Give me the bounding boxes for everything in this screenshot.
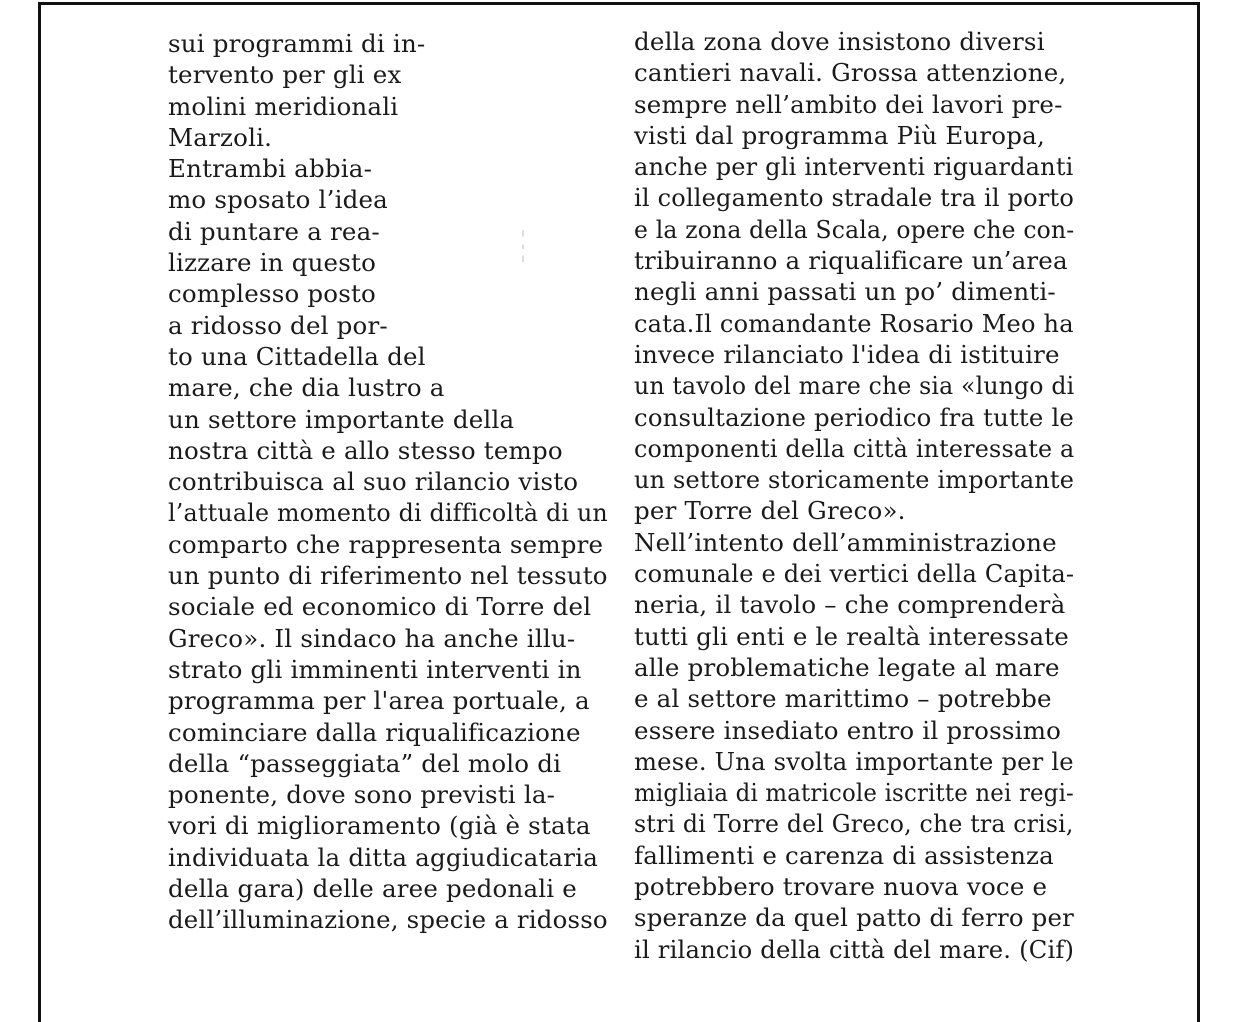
text-line: un settore importante della: [168, 404, 515, 434]
text-line: per Torre del Greco».: [634, 496, 906, 526]
text-line: cantieri navali. Grossa attenzione,: [634, 58, 1067, 88]
text-line: contribuisca al suo rilancio visto: [168, 467, 579, 497]
text-line: mo sposato l’idea: [168, 185, 388, 215]
text-line: a ridosso del por-: [168, 310, 388, 340]
text-line: tribuiranno a riqualificare un’area: [634, 246, 1068, 276]
text-line: Marzoli.: [168, 122, 273, 152]
text-line: alle problematiche legate al mare: [634, 652, 1060, 682]
text-line: componenti della città interessate a: [634, 433, 1075, 463]
text-line: fallimenti e carenza di assistenza: [634, 840, 1054, 870]
text-line: migliaia di matricole iscritte nei regi-: [634, 778, 1074, 808]
text-line: speranze da quel patto di ferro per: [634, 903, 1074, 933]
text-line: essere insediato entro il prossimo: [634, 715, 1062, 745]
text-line: neria, il tavolo – che comprenderà: [634, 590, 1066, 620]
article-column-right: [634, 26, 1074, 965]
text-line: di puntare a rea-: [168, 216, 380, 246]
text-line: complesso posto: [168, 279, 377, 309]
text-line: invece rilanciato l'idea di istituire: [634, 339, 1060, 369]
text-line: Nell’intento dell’amministrazione: [634, 527, 1057, 557]
text-line: tutti gli enti e le realtà interessate: [634, 621, 1069, 651]
text-line: programma per l'area portuale, a: [168, 686, 590, 716]
text-line: e la zona della Scala, opere che con-: [634, 214, 1075, 244]
text-line: nostra città e allo stesso tempo: [168, 435, 563, 465]
text-line: negli anni passati un po’ dimenti-: [634, 277, 1056, 307]
text-line: mese. Una svolta importante per le: [634, 746, 1074, 776]
text-line: e al settore marittimo – potrebbe: [634, 684, 1052, 714]
text-line: sempre nell’ambito dei lavori pre-: [634, 89, 1063, 119]
text-line: ponente, dove sono previsti la-: [168, 780, 556, 810]
text-line: vori di miglioramento (già è stata: [168, 811, 591, 841]
text-line: Entrambi abbia-: [168, 154, 373, 184]
text-line: l’attuale momento di difficoltà di un: [168, 498, 608, 528]
text-line: mare, che dia lustro a: [168, 373, 445, 403]
text-line: un tavolo del mare che sia «lungo di: [634, 371, 1075, 401]
text-line: il rilancio della città del mare. (Cif): [634, 934, 1075, 964]
text-line: un settore storicamente importante: [634, 465, 1075, 495]
text-line: cata.Il comandante Rosario Meo ha: [634, 308, 1074, 338]
text-line: visti dal programma Più Europa,: [634, 120, 1045, 150]
text-line: stri di Torre del Greco, che tra crisi,: [634, 809, 1074, 839]
text-line: un punto di riferimento nel tessuto: [168, 561, 608, 591]
text-line: il collegamento stradale tra il porto: [634, 183, 1074, 213]
text-line: consultazione periodico fra tutte le: [634, 402, 1075, 432]
text-line: Greco». Il sindaco ha anche illu-: [168, 623, 576, 653]
text-line: sui programmi di in-: [168, 29, 426, 58]
text-line: lizzare in questo: [168, 248, 377, 278]
text-line: to una Cittadella del: [168, 341, 426, 371]
text-line: strato gli imminenti interventi in: [168, 654, 582, 684]
text-line: tervento per gli ex: [168, 60, 402, 90]
text-line: della zona dove insistono diversi: [634, 27, 1045, 56]
text-line: cominciare dalla riqualificazione: [168, 717, 581, 747]
text-line: comparto che rappresenta sempre: [168, 529, 604, 559]
text-line: anche per gli interventi riguardanti: [634, 152, 1074, 182]
text-line: dell’illuminazione, specie a ridosso: [168, 905, 608, 935]
text-line: della “passeggiata” del molo di: [168, 748, 562, 778]
article-column-left: [168, 28, 608, 936]
text-line: sociale ed economico di Torre del: [168, 592, 592, 622]
text-line: della gara) delle aree pedonali e: [168, 874, 578, 904]
text-line: potrebbero trovare nuova voce e: [634, 872, 1048, 902]
text-line: molini meridionali: [168, 91, 399, 121]
text-line: individuata la ditta aggiudicataria: [168, 842, 598, 872]
text-line: comunale e dei vertici della Capita-: [634, 559, 1075, 589]
